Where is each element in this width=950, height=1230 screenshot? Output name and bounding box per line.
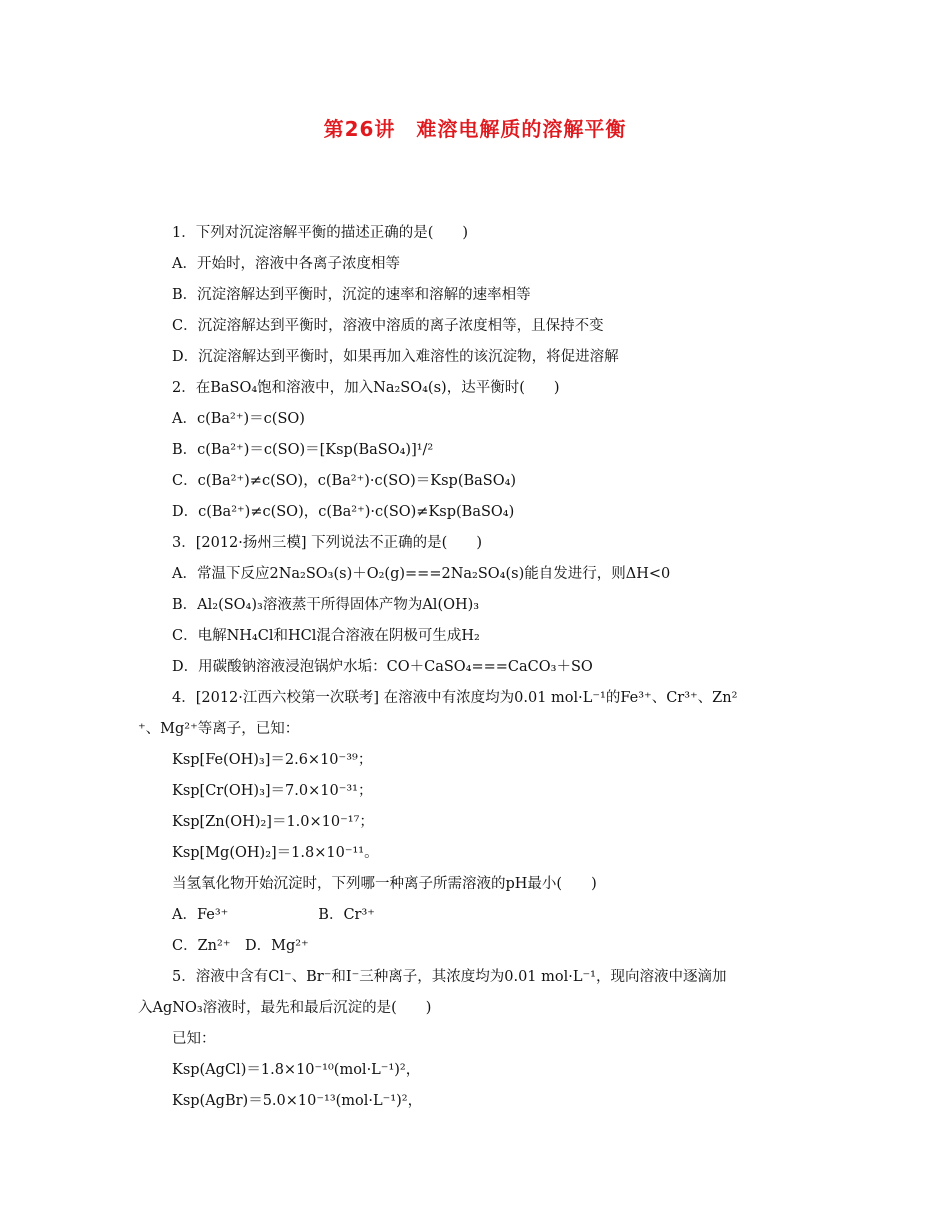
- q1-option-d: D．沉淀溶解达到平衡时，如果再加入难溶性的该沉淀物，将促进溶解: [172, 349, 619, 365]
- page-title: 第26讲 难溶电解质的溶解平衡: [323, 117, 627, 141]
- q5-known: 已知：: [172, 1031, 216, 1047]
- q2-option-b: B．c(Ba²⁺)＝c(SO)＝[Ksp(BaSO₄)]¹/²: [172, 442, 434, 458]
- q4-options-ab: [172, 900, 812, 931]
- q3-stem: 3．[2012·扬州三模] 下列说法不正确的是( ): [172, 535, 482, 551]
- q4-question: 当氢氧化物开始沉淀时，下列哪一种离子所需溶液的pH最小( ): [172, 876, 597, 892]
- q3-option-a: A．常温下反应2Na₂SO₃(s)＋O₂(g)===2Na₂SO₄(s)能自发进行，则ΔH<0: [172, 566, 671, 582]
- q3-option-d: D．用碳酸钠溶液浸泡锅炉水垢：CO＋CaSO₄===CaCO₃＋SO: [172, 659, 593, 675]
- q4-options-cd: C．Zn²⁺ D．Mg²⁺: [172, 938, 309, 954]
- q5-ksp-agbr: Ksp(AgBr)＝5.0×10⁻¹³(mol·L⁻¹)²，: [172, 1093, 423, 1109]
- q4-option-b: B．Cr³⁺: [318, 907, 375, 923]
- q2-option-a: A．c(Ba²⁺)＝c(SO): [172, 411, 305, 427]
- q5-ksp-agcl: Ksp(AgCl)＝1.8×10⁻¹⁰(mol·L⁻¹)²，: [172, 1062, 421, 1078]
- q5-stem-line2: 入AgNO₃溶液时，最先和最后沉淀的是( ): [138, 1000, 432, 1016]
- q4-stem-line1: 4．[2012·江西六校第一次联考] 在溶液中有浓度均为0.01 mol·L⁻¹的Fe³⁺、Cr³⁺、Zn²: [172, 690, 738, 706]
- q2-stem: 2．在BaSO₄饱和溶液中，加入Na₂SO₄(s)，达平衡时( ): [172, 380, 560, 396]
- q1-option-a: A．开始时，溶液中各离子浓度相等: [172, 256, 400, 272]
- q4-option-a: A．Fe³⁺: [172, 907, 229, 923]
- q4-ksp-zn: Ksp[Zn(OH)₂]＝1.0×10⁻¹⁷；: [172, 814, 374, 830]
- q2-option-d: D．c(Ba²⁺)≠c(SO)，c(Ba²⁺)·c(SO)≠Ksp(BaSO₄): [172, 504, 515, 520]
- q1-stem: 1．下列对沉淀溶解平衡的描述正确的是( ): [172, 225, 469, 241]
- q1-option-c: C．沉淀溶解达到平衡时，溶液中溶质的离子浓度相等，且保持不变: [172, 318, 604, 334]
- q4-ksp-mg: Ksp[Mg(OH)₂]＝1.8×10⁻¹¹。: [172, 845, 379, 861]
- q4-stem-line2: ⁺、Mg²⁺等离子，已知：: [138, 721, 300, 737]
- q3-option-b: B．Al₂(SO₄)₃溶液蒸干所得固体产物为Al(OH)₃: [172, 597, 480, 613]
- q4-ksp-cr: Ksp[Cr(OH)₃]＝7.0×10⁻³¹；: [172, 783, 373, 799]
- q1-option-b: B．沉淀溶解达到平衡时，沉淀的速率和溶解的速率相等: [172, 287, 531, 303]
- q5-stem-line1: 5．溶液中含有Cl⁻、Br⁻和I⁻三种离子，其浓度均为0.01 mol·L⁻¹，现向溶液中逐滴加: [172, 969, 727, 985]
- q4-ksp-fe: Ksp[Fe(OH)₃]＝2.6×10⁻³⁹；: [172, 752, 373, 768]
- q2-option-c: C．c(Ba²⁺)≠c(SO)，c(Ba²⁺)·c(SO)＝Ksp(BaSO₄): [172, 473, 517, 489]
- q3-option-c: C．电解NH₄Cl和HCl混合溶液在阴极可生成H₂: [172, 628, 480, 644]
- question-list: [138, 218, 812, 1117]
